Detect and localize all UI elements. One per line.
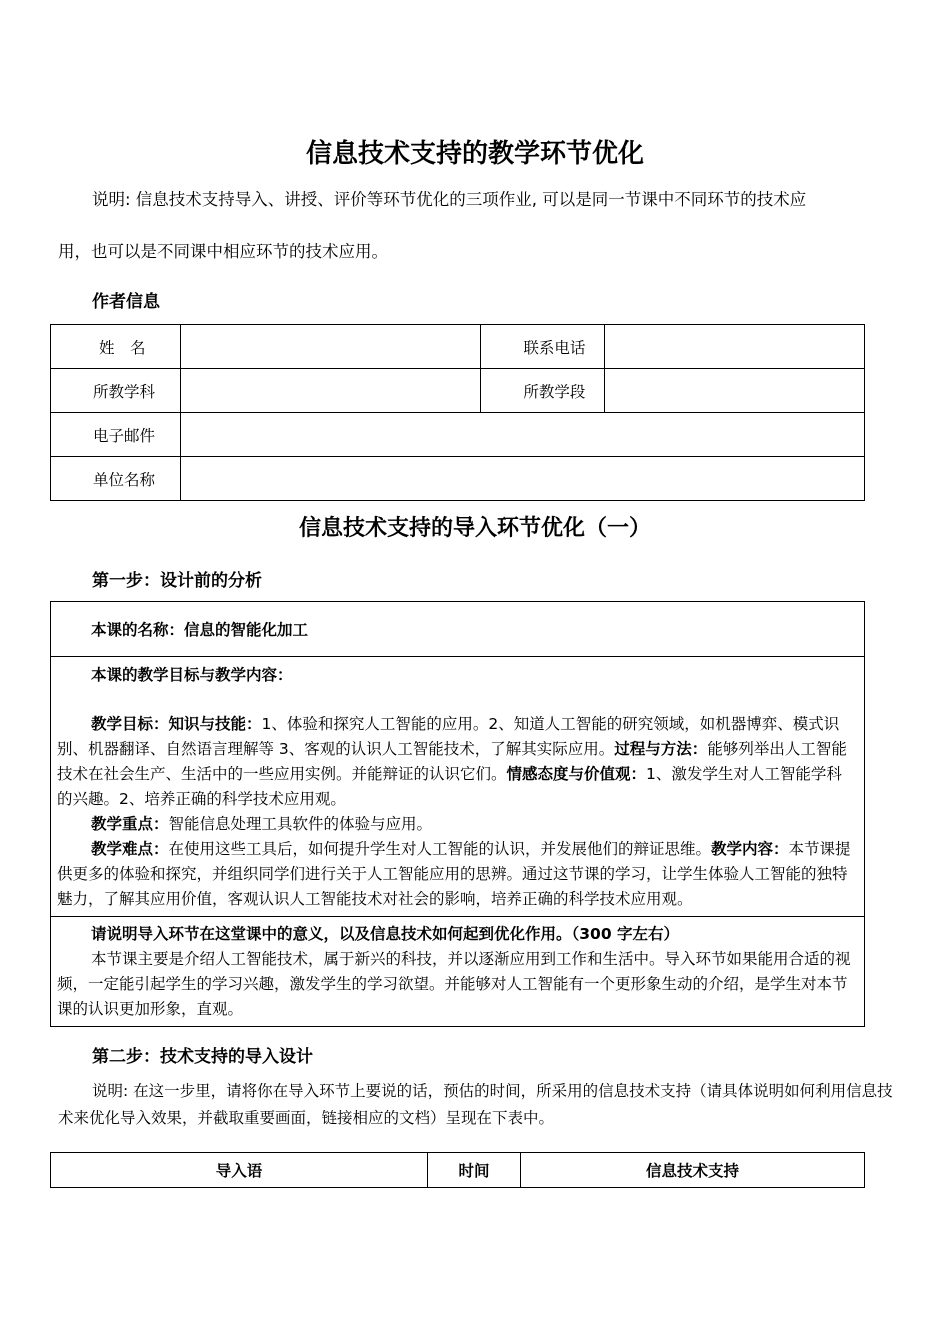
- stage-label: 所教学段: [481, 369, 605, 413]
- header-tech-support: 信息技术支持: [521, 1153, 865, 1188]
- knowledge-text: 1、体验和探究人工智能的应用。2、知道人工智能的研究领域，如机器博弈、模式识别、机器翻译、自然语言理解等 3、客观的认识人工智能技术，了解其实际应用。: [57, 715, 840, 758]
- content-label: 教学内容：: [711, 840, 789, 858]
- goals-content: [57, 712, 854, 912]
- phone-input-cell[interactable]: [605, 325, 865, 369]
- goals-heading: 本课的教学目标与教学内容：: [91, 666, 293, 684]
- difficulty-label: 教学难点：: [91, 840, 169, 858]
- process-label: 过程与方法：: [614, 740, 708, 758]
- name-label: 姓 名: [51, 325, 181, 369]
- stage-input-cell[interactable]: [605, 369, 865, 413]
- key-paragraph: [57, 812, 854, 837]
- difficulty-text: 在使用这些工具后，如何提升学生对人工智能的认识，并发展他们的辩证思维。: [168, 840, 712, 858]
- subject-label: 所教学科: [51, 369, 181, 413]
- author-heading: 作者信息: [92, 292, 160, 312]
- lesson-name-box: [50, 601, 865, 657]
- goal-label: 教学目标：: [91, 715, 169, 733]
- email-label: 电子邮件: [51, 413, 181, 457]
- process-text: 能够列举出人工智能技术在社会生产、生活中的一些应用实例。并能辩证的认识它们。: [57, 740, 847, 783]
- intro-description: [58, 186, 908, 266]
- section-title: 信息技术支持的导入环节优化（一）: [298, 516, 651, 541]
- author-info-table: [50, 324, 865, 501]
- header-time: 时间: [428, 1153, 521, 1188]
- meaning-question: 请说明导入环节在这堂课中的意义，以及信息技术如何起到优化作用。（300 字左右）: [91, 925, 680, 943]
- unit-label: 单位名称: [51, 457, 181, 501]
- lesson-name: 本课的名称：信息的智能化加工: [91, 621, 309, 639]
- subject-input-cell[interactable]: [181, 369, 481, 413]
- meaning-answer[interactable]: 本节课主要是介绍人工智能技术，属于新兴的科技，并以逐渐应用到工作和生活中。导入环节如果能用合适的视频，一定能引起学生的学习兴趣，激发学生的学习欲望。并能够对人工智能有一个更形象生动的介绍，是学生对本节课的认识更加形象，直观。: [57, 950, 851, 1018]
- phone-label: 联系电话: [481, 325, 605, 369]
- key-label: 教学重点：: [91, 815, 169, 833]
- key-text: 智能信息处理工具软件的体验与应用。: [168, 815, 433, 833]
- step1-heading: 第一步：设计前的分析: [92, 571, 262, 591]
- goals-paragraph: [57, 712, 854, 812]
- email-input-cell[interactable]: [181, 413, 865, 457]
- content-text: 本节课提供更多的体验和探究，并组织同学们进行关于人工智能应用的思辨。通过这节课的学习，让学生体验人工智能的独特魅力，了解其应用价值，客观认识人工智能技术对社会的影响，培养正确的科学技术应用观。: [57, 840, 851, 908]
- intro-design-table: [50, 1152, 865, 1188]
- name-input-cell[interactable]: [181, 325, 481, 369]
- difficulty-paragraph: [57, 837, 854, 912]
- emotion-text: 1、激发学生对人工智能学科的兴趣。2、培养正确的科学技术应用观。: [57, 765, 842, 808]
- step2-heading: 第二步：技术支持的导入设计: [92, 1047, 313, 1067]
- meaning-content: [57, 922, 854, 1022]
- header-intro-words: 导入语: [51, 1153, 428, 1188]
- intro-line-1: 说明: 信息技术支持导入、讲授、评价等环节优化的三项作业, 可以是同一节课中不同环节的技术应: [92, 190, 807, 209]
- meaning-box: [50, 916, 865, 1027]
- goals-box: [50, 656, 865, 917]
- emotion-label: 情感态度与价值观：: [506, 765, 647, 783]
- step2-description: 说明: 在这一步里，请将你在导入环节上要说的话，预估的时间，所采用的信息技术支持（请具体说明如何利用信息技术来优化导入效果，并截取重要画面，链接相应的文档）呈现在下表中。: [58, 1082, 893, 1127]
- page-title: 信息技术支持的教学环节优化: [305, 139, 644, 169]
- unit-input-cell[interactable]: [181, 457, 865, 501]
- intro-line-2: 用，也可以是不同课中相应环节的技术应用。: [58, 242, 388, 261]
- knowledge-label: 知识与技能：: [168, 715, 262, 733]
